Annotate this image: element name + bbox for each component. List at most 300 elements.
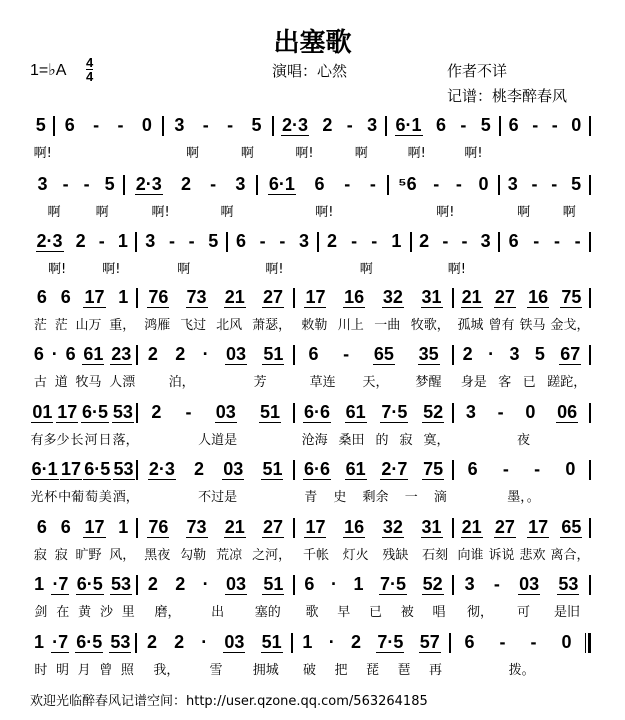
lyric-syllable: 塞的	[254, 605, 281, 620]
lyric-syllable: 啊	[354, 146, 368, 161]
note: 53	[110, 632, 131, 652]
lyric-syllable: 客	[498, 375, 512, 390]
note: -	[279, 231, 286, 251]
note: -	[351, 231, 358, 251]
lyrics-line	[30, 314, 592, 333]
score-row	[30, 173, 592, 220]
note: 6	[508, 231, 519, 251]
measure-lyrics	[502, 142, 592, 161]
time-signature-top: 4	[86, 55, 94, 70]
lyric-syllable: 诉说	[488, 548, 515, 563]
measure	[30, 287, 135, 308]
score-row	[30, 458, 592, 505]
lyric-syllable: 灯火	[342, 548, 369, 563]
barline	[589, 345, 591, 365]
measure-lyrics	[296, 544, 455, 563]
measure-lyrics	[55, 142, 165, 161]
lyric-syllable: 美	[98, 490, 112, 505]
note: 2	[462, 344, 473, 364]
note: 03	[215, 402, 236, 422]
note: 7·5	[377, 632, 404, 652]
measure-lyrics	[388, 142, 502, 161]
score-row	[30, 573, 592, 620]
barline	[291, 633, 293, 653]
note: 67	[560, 344, 581, 364]
lyrics-line	[30, 544, 592, 563]
note: 76	[148, 517, 169, 537]
measure	[30, 115, 52, 136]
note: 2·7	[381, 459, 408, 479]
note: 27	[494, 517, 515, 537]
measure-lyrics	[30, 486, 139, 505]
note: 61	[345, 459, 366, 479]
lyric-syllable: 墨，。	[507, 490, 540, 505]
lyric-syllable: 黄	[78, 605, 92, 620]
lyric-syllable: 啊	[562, 205, 576, 220]
notes-line	[30, 458, 592, 480]
note: -	[433, 174, 440, 194]
note: 75	[423, 459, 444, 479]
lyric-syllable: 石刻	[422, 548, 449, 563]
note: -	[455, 174, 462, 194]
measure	[296, 288, 451, 308]
note: 1	[117, 231, 128, 251]
lyric-syllable: 铁马	[519, 318, 546, 333]
lyric-syllable: 寂	[399, 433, 413, 448]
note: 31	[421, 517, 442, 537]
measure	[388, 115, 498, 136]
note: 21	[224, 287, 245, 307]
lyric-syllable: 被	[400, 605, 414, 620]
lyric-syllable: 人漂	[109, 375, 136, 390]
score-row	[30, 114, 592, 161]
barline	[293, 460, 295, 480]
measure	[139, 344, 292, 365]
lyric-syllable: 古	[33, 375, 47, 390]
measure	[296, 518, 451, 538]
lyric-syllable: 里	[121, 605, 135, 620]
time-signature	[86, 56, 93, 83]
lyric-syllable: 草连	[309, 375, 336, 390]
note: -	[227, 115, 234, 135]
barline	[452, 345, 454, 365]
note: 23	[111, 344, 132, 364]
note: 2	[351, 632, 362, 652]
note: 03	[519, 574, 540, 594]
lyric-syllable: 道	[54, 375, 68, 390]
note: 2	[326, 231, 337, 251]
lyrics-line	[30, 659, 592, 678]
note: 1	[302, 632, 313, 652]
measure-lyrics	[139, 486, 296, 505]
note: -	[497, 402, 504, 422]
barline	[136, 288, 138, 308]
note: 1	[118, 517, 129, 537]
lyric-syllable: 沧海	[301, 433, 328, 448]
note: 1	[118, 287, 129, 307]
measure	[452, 632, 584, 653]
note: -	[533, 231, 540, 251]
measure-lyrics	[229, 258, 320, 277]
lyric-syllable: 青	[304, 490, 318, 505]
notes-line	[30, 343, 592, 365]
measure-lyrics	[139, 544, 296, 563]
notes-line	[30, 173, 592, 195]
lyric-syllable: 牧马	[75, 375, 102, 390]
measure-lyrics	[296, 314, 455, 333]
lyric-syllable: 桑田	[338, 433, 365, 448]
note: -	[168, 231, 175, 251]
lyrics-line	[30, 201, 592, 220]
note: 2	[147, 344, 158, 364]
lyric-syllable: 啊!	[407, 146, 426, 161]
note: -	[93, 115, 100, 135]
lyric-syllable: 歌	[305, 605, 319, 620]
lyric-syllable: 身是	[460, 375, 487, 390]
measure-lyrics	[126, 201, 259, 220]
barline	[499, 116, 501, 136]
lyric-syllable: 千帐	[302, 548, 329, 563]
barline	[293, 575, 295, 595]
note: -	[83, 174, 90, 194]
lyric-syllable: 夜	[516, 433, 530, 448]
note: 2	[147, 632, 158, 652]
measure	[139, 288, 292, 308]
lyrics-line	[30, 486, 592, 505]
score-row	[30, 286, 592, 333]
note: 17	[84, 517, 105, 537]
measure-lyrics	[455, 486, 592, 505]
note: -	[499, 632, 506, 652]
lyric-syllable: 勾勒	[180, 548, 207, 563]
transcriber-credit: 记谱：桃李醉春风	[447, 87, 568, 105]
measure	[455, 574, 588, 595]
lyric-syllable: 牧歌，	[410, 318, 450, 333]
note: ·	[51, 344, 58, 364]
lyric-syllable: 酒，	[112, 490, 139, 505]
measure-lyrics	[455, 429, 592, 448]
lyric-syllable: 时	[34, 663, 48, 678]
lyric-syllable: 啊!	[265, 262, 284, 277]
note: 03	[223, 459, 244, 479]
measure-lyrics	[30, 258, 138, 277]
measure	[455, 459, 588, 480]
note: 6	[435, 115, 446, 135]
note: ·7	[52, 632, 69, 652]
lyric-syllable: 萧瑟，	[252, 318, 292, 333]
score-row	[30, 516, 592, 563]
lyrics-line	[30, 142, 592, 161]
notes-line	[30, 286, 592, 308]
notes-line	[30, 631, 592, 653]
measure	[56, 115, 162, 136]
measure	[455, 288, 588, 308]
measure	[259, 174, 386, 195]
measure	[30, 517, 135, 538]
lyric-syllable: 有多少	[30, 433, 70, 448]
measure-lyrics	[139, 314, 296, 333]
notes-line	[30, 114, 592, 136]
lyric-syllable: 金戈，	[550, 318, 590, 333]
note: 1	[34, 632, 45, 652]
note: -	[210, 174, 217, 194]
lyric-syllable: 离合，	[550, 548, 590, 563]
note: -	[460, 115, 467, 135]
note: 2	[174, 632, 185, 652]
lyric-syllable: 啊!	[447, 262, 467, 277]
note: 16	[528, 287, 549, 307]
barline	[589, 403, 591, 423]
measure-lyrics	[30, 544, 139, 563]
note: 17	[528, 517, 549, 537]
note: 3	[235, 174, 246, 194]
note: 2	[419, 231, 430, 251]
note: 3	[465, 402, 476, 422]
measure	[138, 632, 290, 653]
note: 2·3	[281, 115, 308, 135]
note: 03	[225, 344, 246, 364]
note: -	[185, 402, 192, 422]
barline	[452, 518, 454, 538]
measure-lyrics	[296, 486, 455, 505]
note: 5	[480, 115, 491, 135]
measure-lyrics	[30, 371, 139, 390]
note: 3	[367, 115, 378, 135]
note: 0	[141, 115, 152, 135]
note: 3	[145, 231, 156, 251]
note: 6·1	[268, 174, 295, 194]
lyric-syllable: 山万	[75, 318, 102, 333]
note: 3	[464, 574, 475, 594]
note: -	[534, 459, 541, 479]
note: 6·5	[76, 632, 103, 652]
time-signature-bottom: 4	[86, 69, 94, 84]
measure-lyrics	[30, 601, 139, 620]
measure-lyrics	[501, 258, 592, 277]
lyric-syllable: 剩余	[362, 490, 389, 505]
note: 5	[571, 174, 582, 194]
note: 6	[235, 231, 246, 251]
note: 75	[561, 287, 582, 307]
lyrics-line	[30, 258, 592, 277]
note: 27	[494, 287, 515, 307]
measure	[296, 344, 451, 365]
lyric-syllable: 北风	[216, 318, 243, 333]
lyric-syllable: 寞，	[423, 433, 450, 448]
note: ·	[201, 632, 208, 652]
note: 03	[224, 632, 245, 652]
lyric-syllable: 一曲	[374, 318, 401, 333]
note: -	[371, 231, 378, 251]
note: 0	[478, 174, 489, 194]
measure-lyrics	[139, 429, 296, 448]
measure	[296, 403, 451, 423]
note: -	[530, 632, 537, 652]
measure-lyrics	[30, 314, 139, 333]
notes-line	[30, 230, 592, 252]
lyric-syllable: 在	[56, 605, 70, 620]
note: 57	[419, 632, 440, 652]
lyric-syllable: 不过是	[198, 490, 238, 505]
lyric-syllable: 啊!	[33, 146, 52, 161]
note: ⁵6	[398, 174, 417, 194]
measure-lyrics	[455, 371, 592, 390]
note: -	[188, 231, 195, 251]
barline	[589, 288, 591, 308]
note: 5	[534, 344, 545, 364]
lyric-syllable: 拥城	[252, 663, 279, 678]
song-title: 出塞歌	[273, 28, 352, 58]
barline	[452, 460, 454, 480]
note: -	[117, 115, 124, 135]
lyric-syllable: 曾有	[488, 318, 515, 333]
note: -	[461, 231, 468, 251]
notes-line	[30, 401, 592, 423]
lyric-syllable: 光	[30, 490, 44, 505]
lyric-syllable: 杯	[44, 490, 58, 505]
note: 5	[35, 115, 46, 135]
note: 1	[353, 574, 364, 594]
measure	[139, 518, 292, 538]
lyric-syllable: 滴	[433, 490, 447, 505]
measure	[165, 115, 271, 136]
measure	[296, 460, 451, 480]
note: 6·5	[82, 402, 109, 422]
lyric-syllable: 荒凉	[216, 548, 243, 563]
barline	[452, 288, 454, 308]
note: 6	[467, 459, 478, 479]
barline	[293, 345, 295, 365]
note: 2	[75, 231, 86, 251]
key-signature: 1=♭A	[30, 62, 67, 79]
lyric-syllable: 曾	[99, 663, 113, 678]
lyric-syllable: 啊!	[102, 262, 121, 277]
note: 5	[251, 115, 262, 135]
barline	[135, 232, 137, 252]
note: 3	[298, 231, 309, 251]
barline	[410, 232, 412, 252]
measure	[30, 632, 134, 653]
lyric-syllable: 磨，	[154, 605, 181, 620]
note: 6·6	[303, 402, 330, 422]
measure	[390, 174, 497, 195]
score-row	[30, 230, 592, 277]
measure	[229, 231, 316, 252]
note: 2·3	[36, 231, 63, 251]
note: 6	[304, 574, 315, 594]
note: 6·5	[76, 574, 103, 594]
barline	[136, 460, 138, 480]
note: 51	[259, 402, 280, 422]
note: 52	[422, 574, 443, 594]
lyric-syllable: 天，	[362, 375, 389, 390]
note: 6·6	[303, 459, 330, 479]
note: 65	[561, 517, 582, 537]
note: 52	[423, 402, 444, 422]
barline	[589, 518, 591, 538]
measure-lyrics	[390, 201, 501, 220]
footer-link-text: 欢迎光临醉春风记谱空间：http://user.qzone.qq.com/563264185	[30, 694, 428, 709]
note: -	[344, 174, 351, 194]
note: 53	[111, 574, 132, 594]
barline	[272, 116, 274, 136]
lyric-syllable: 破	[303, 663, 317, 678]
barline	[162, 116, 164, 136]
note: 16	[344, 287, 365, 307]
lyric-syllable: 我，	[153, 663, 180, 678]
note: 7·5	[380, 574, 407, 594]
lyric-syllable: 啊!	[151, 205, 170, 220]
measure-lyrics	[259, 201, 390, 220]
measure	[413, 231, 498, 252]
note: 5	[208, 231, 219, 251]
note: 73	[186, 287, 207, 307]
barline	[293, 518, 295, 538]
measure-lyrics	[275, 142, 389, 161]
lyric-syllable: 飞过	[180, 318, 207, 333]
note: 2	[194, 459, 205, 479]
note: 7·5	[381, 402, 408, 422]
barline	[589, 460, 591, 480]
lyric-syllable: 史	[333, 490, 347, 505]
note: 3	[507, 174, 518, 194]
note: 35	[418, 344, 439, 364]
measure-lyrics	[451, 659, 592, 678]
lyric-syllable: 把	[334, 663, 348, 678]
measure	[320, 231, 409, 252]
measure	[30, 344, 135, 365]
note: 2·3	[148, 459, 175, 479]
note: 17	[57, 402, 78, 422]
lyric-syllable: 鸿雁	[144, 318, 171, 333]
note: 2	[180, 174, 191, 194]
note: 53	[558, 574, 579, 594]
note: 27	[262, 517, 284, 537]
lyric-syllable: 旷野	[75, 548, 102, 563]
note: 17	[60, 459, 81, 479]
barline	[293, 403, 295, 423]
barline	[317, 232, 319, 252]
note: 6	[508, 115, 519, 135]
lyric-syllable: 啊!	[48, 262, 67, 277]
lyric-syllable: 孤城	[457, 318, 484, 333]
measure	[502, 115, 588, 136]
author-credit: 作者不详	[447, 62, 508, 80]
measure-lyrics	[165, 142, 275, 161]
note: 6·1	[395, 115, 422, 135]
note: -	[553, 231, 560, 251]
note: 16	[344, 517, 365, 537]
note: ·7	[52, 574, 69, 594]
measure	[138, 231, 225, 252]
lyric-syllable: 啊!	[464, 146, 483, 161]
barline	[293, 288, 295, 308]
barline	[256, 175, 258, 195]
lyric-syllable: 萄	[85, 490, 99, 505]
measure	[455, 518, 588, 538]
lyric-syllable: 照	[120, 663, 134, 678]
barline	[498, 175, 500, 195]
note: 21	[461, 287, 482, 307]
barline	[135, 633, 137, 653]
note: 2·3	[135, 174, 162, 194]
note: -	[98, 231, 105, 251]
note: 0	[561, 632, 572, 652]
note: 6	[33, 344, 44, 364]
measure-lyrics	[138, 659, 294, 678]
lyric-syllable: 的	[375, 433, 389, 448]
measure-lyrics	[455, 544, 592, 563]
